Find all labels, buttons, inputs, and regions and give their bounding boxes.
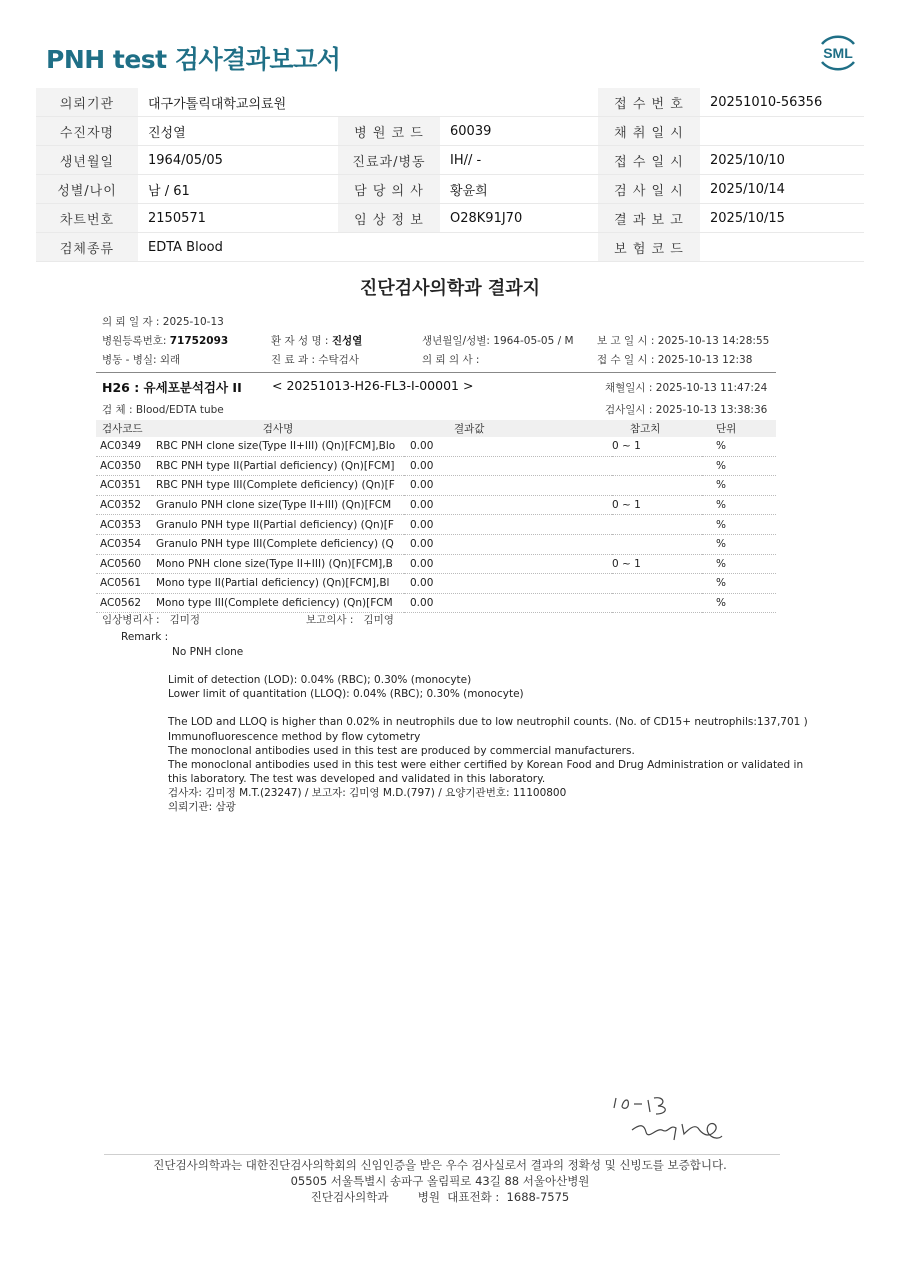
info-label: 의뢰기관 xyxy=(36,88,138,117)
info-value: 대구가톨릭대학교의료원 xyxy=(138,88,338,117)
result-ref xyxy=(612,574,702,594)
result-code: AC0562 xyxy=(96,593,152,613)
result-unit: % xyxy=(702,437,776,456)
col-header-ref: 참고치 xyxy=(612,420,702,437)
result-ref xyxy=(612,593,702,613)
remark-line: Lower limit of quantitation (LLOQ): 0.04% (RBC); 0.30% (monocyte) xyxy=(168,688,524,701)
info-row xyxy=(36,88,864,117)
result-code: AC0354 xyxy=(96,534,152,554)
info-value: 60039 xyxy=(440,117,598,146)
footer-contact: 진단검사의학과 병원 대표전화 : 1688-7575 xyxy=(310,1190,570,1204)
info-label: 임 상 정 보 xyxy=(338,204,440,233)
info-label: 수진자명 xyxy=(36,117,138,146)
logo-text: SML xyxy=(823,45,853,61)
report-time: 보 고 일 시 : 2025-10-13 14:28:55 xyxy=(597,335,770,347)
info-label: 검체종류 xyxy=(36,233,138,262)
remark-line: The LOD and LLOQ is higher than 0.02% in neutrophils due to low neutrophil counts. (No. of CD15+ neutrophils:137,701 ) xyxy=(168,716,808,729)
info-value xyxy=(700,117,864,146)
info-label: 성별/나이 xyxy=(36,175,138,204)
footer-certification: 진단검사의학과는 대한진단검사의학회의 신임인증을 받은 우수 검사실로서 결과의 정확성 및 신빙도를 보증합니다. xyxy=(153,1158,727,1172)
section-divider xyxy=(96,372,776,373)
footer-address: 05505 서울특별시 송파구 올림픽로 43길 88 서울아산병원 xyxy=(290,1174,590,1188)
remark-label: Remark : xyxy=(121,631,169,643)
result-row xyxy=(96,554,776,574)
info-value: 1964/05/05 xyxy=(138,146,338,175)
request-date: 의 뢰 일 자 : 2025-10-13 xyxy=(102,316,224,328)
result-ref xyxy=(612,456,702,476)
info-value xyxy=(440,233,598,262)
info-value: 2025/10/14 xyxy=(700,175,864,204)
info-value: O28K91J70 xyxy=(440,204,598,233)
specimen: 검 체 : Blood/EDTA tube xyxy=(102,404,224,416)
result-value: 0.00 xyxy=(404,515,612,535)
remark-text xyxy=(168,645,808,814)
info-value: 2150571 xyxy=(138,204,338,233)
remark-line: The monoclonal antibodies used in this test were either certified by Korean Food and Drug Administration or validated in xyxy=(168,758,804,771)
result-value: 0.00 xyxy=(404,495,612,515)
info-label: 채 취 일 시 xyxy=(598,117,700,146)
info-label: 진료과/병동 xyxy=(338,146,440,175)
info-row xyxy=(36,204,864,233)
result-unit: % xyxy=(702,515,776,535)
result-unit: % xyxy=(702,476,776,496)
result-ref: 0 ~ 1 xyxy=(612,495,702,515)
col-header-value: 결과값 xyxy=(404,420,612,437)
remark-line: 검사자: 김미정 M.T.(23247) / 보고자: 김미영 M.D.(797) / 요양기관번호: 11100800 xyxy=(168,786,567,799)
result-ref xyxy=(612,534,702,554)
page-title: PNH test 검사결과보고서 xyxy=(46,45,341,74)
result-code: AC0353 xyxy=(96,515,152,535)
result-code: AC0352 xyxy=(96,495,152,515)
result-name: RBC PNH type II(Partial deficiency) (Qn)[FCM] xyxy=(152,456,404,476)
remark-line: Immunofluorescence method by flow cytometry xyxy=(168,730,421,743)
info-row xyxy=(36,233,864,262)
result-unit: % xyxy=(702,574,776,594)
result-unit: % xyxy=(702,534,776,554)
info-label xyxy=(338,88,440,117)
signature xyxy=(604,1094,734,1154)
info-value: 2025/10/10 xyxy=(700,146,864,175)
info-label: 검 사 일 시 xyxy=(598,175,700,204)
result-value: 0.00 xyxy=(404,437,612,456)
info-value: 남 / 61 xyxy=(138,175,338,204)
info-label: 접 수 번 호 xyxy=(598,88,700,117)
remark-line: The monoclonal antibodies used in this test are produced by commercial manufacturers. xyxy=(168,744,635,757)
info-row xyxy=(36,146,864,175)
info-value: 20251010-56356 xyxy=(700,88,864,117)
result-unit: % xyxy=(702,495,776,515)
result-name: Mono PNH clone size(Type II+III) (Qn)[FCM],B xyxy=(152,554,404,574)
info-value xyxy=(700,233,864,262)
sml-logo xyxy=(814,30,862,74)
result-value: 0.00 xyxy=(404,476,612,496)
result-name: Granulo PNH type II(Partial deficiency) (Qn)[F xyxy=(152,515,404,535)
result-name: Granulo PNH type III(Complete deficiency) (Q xyxy=(152,534,404,554)
info-value xyxy=(440,88,598,117)
remark-line: Limit of detection (LOD): 0.04% (RBC); 0.30% (monocyte) xyxy=(168,674,472,687)
patient-name: 환 자 성 명 : 진성열 xyxy=(271,335,363,347)
registration-number: 병원등록번호: 71752093 xyxy=(102,335,229,347)
info-value: 황윤희 xyxy=(440,175,598,204)
info-label: 생년월일 xyxy=(36,146,138,175)
info-row xyxy=(36,117,864,146)
remark-line: this laboratory. The test was developed and validated in this laboratory. xyxy=(168,772,546,785)
col-header-name: 검사명 xyxy=(152,420,404,437)
sheet-title: 진단검사의학과 결과지 xyxy=(359,278,541,299)
info-label xyxy=(338,233,440,262)
result-name: RBC PNH clone size(Type II+III) (Qn)[FCM],Blo xyxy=(152,437,404,456)
result-row xyxy=(96,574,776,594)
result-value: 0.00 xyxy=(404,574,612,594)
result-ref xyxy=(612,476,702,496)
results-table xyxy=(96,420,776,613)
department: 진 료 과 : 수탁검사 xyxy=(271,354,359,366)
footer-divider xyxy=(104,1154,780,1155)
result-row xyxy=(96,534,776,554)
info-label: 결 과 보 고 xyxy=(598,204,700,233)
result-name: Mono type III(Complete deficiency) (Qn)[FCM xyxy=(152,593,404,613)
info-value: EDTA Blood xyxy=(138,233,338,262)
result-code: AC0351 xyxy=(96,476,152,496)
result-name: RBC PNH type III(Complete deficiency) (Qn)[F xyxy=(152,476,404,496)
col-header-unit: 단위 xyxy=(702,420,776,437)
result-code: AC0349 xyxy=(96,437,152,456)
result-code: AC0560 xyxy=(96,554,152,574)
info-label: 병 원 코 드 xyxy=(338,117,440,146)
test-time: 검사일시 : 2025-10-13 13:38:36 xyxy=(605,404,768,416)
test-title: H26 : 유세포분석검사 II xyxy=(102,380,242,395)
info-row xyxy=(36,175,864,204)
requesting-doctor: 의 뢰 의 사 : xyxy=(422,354,480,366)
result-row xyxy=(96,515,776,535)
result-row xyxy=(96,476,776,496)
remark-line: No PNH clone xyxy=(172,646,244,658)
remark-line: 의뢰기관: 삼광 xyxy=(168,801,236,814)
result-row xyxy=(96,437,776,456)
result-row xyxy=(96,593,776,613)
results-header-row xyxy=(96,420,776,437)
reporting-doctor: 보고의사 : 김미영 xyxy=(306,614,394,626)
result-value: 0.00 xyxy=(404,456,612,476)
result-row xyxy=(96,495,776,515)
result-ref: 0 ~ 1 xyxy=(612,437,702,456)
result-name: Mono type II(Partial deficiency) (Qn)[FCM],Bl xyxy=(152,574,404,594)
result-code: AC0561 xyxy=(96,574,152,594)
patient-info-table xyxy=(36,88,864,262)
info-label: 담 당 의 사 xyxy=(338,175,440,204)
info-value: 2025/10/15 xyxy=(700,204,864,233)
result-value: 0.00 xyxy=(404,554,612,574)
result-unit: % xyxy=(702,554,776,574)
info-label: 차트번호 xyxy=(36,204,138,233)
result-unit: % xyxy=(702,593,776,613)
collect-time: 채혈일시 : 2025-10-13 11:47:24 xyxy=(605,382,768,394)
ward-room: 병동 - 병실: 외래 xyxy=(102,354,181,366)
result-ref: 0 ~ 1 xyxy=(612,554,702,574)
result-row xyxy=(96,456,776,476)
info-label: 보 험 코 드 xyxy=(598,233,700,262)
info-value: IH// - xyxy=(440,146,598,175)
result-value: 0.00 xyxy=(404,534,612,554)
result-unit: % xyxy=(702,456,776,476)
result-ref xyxy=(612,515,702,535)
birth-sex: 생년월일/성별: 1964-05-05 / M xyxy=(422,335,574,347)
result-value: 0.00 xyxy=(404,593,612,613)
pathologist: 임상병리사 : 김미정 xyxy=(102,614,201,626)
accession-number: < 20251013-H26-FL3-I-00001 > xyxy=(272,378,474,393)
result-code: AC0350 xyxy=(96,456,152,476)
info-value: 진성열 xyxy=(138,117,338,146)
remark-line xyxy=(168,701,808,715)
receive-time: 접 수 일 시 : 2025-10-13 12:38 xyxy=(597,354,753,366)
result-name: Granulo PNH clone size(Type II+III) (Qn)[FCM xyxy=(152,495,404,515)
col-header-code: 검사코드 xyxy=(96,420,152,437)
remark-line xyxy=(168,659,808,673)
info-label: 접 수 일 시 xyxy=(598,146,700,175)
